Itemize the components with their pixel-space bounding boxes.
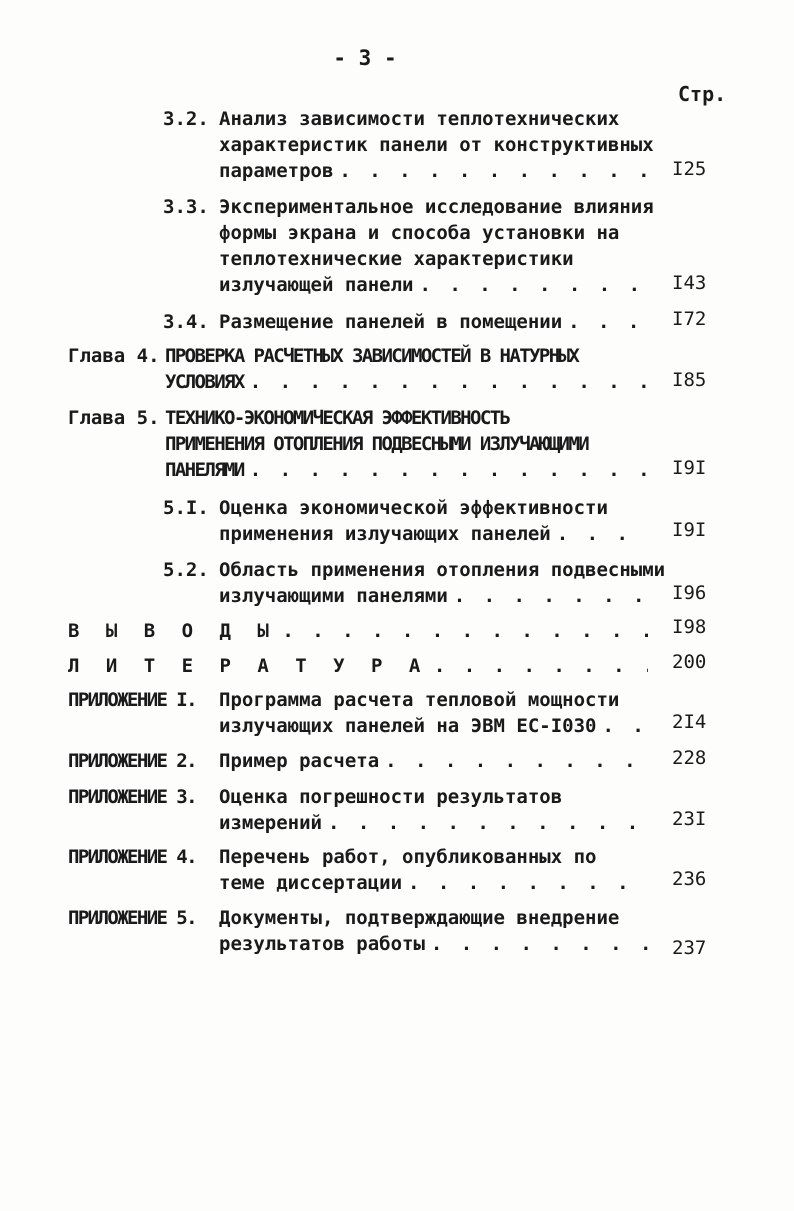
entry-label: Глава 4. — [68, 345, 160, 367]
dot-leader — [419, 274, 648, 296]
entry-label: 3.4. — [163, 311, 209, 333]
entry-line: Размещение панелей в помещении — [219, 311, 563, 333]
dot-leader — [339, 160, 648, 182]
entry-page: I96 — [672, 582, 707, 604]
entry-page: I9I — [672, 519, 707, 541]
entry-label: 5.I. — [163, 497, 209, 519]
entry-page: I25 — [672, 158, 707, 180]
entry-label: 3.3. — [163, 196, 209, 218]
entry-line: Анализ зависимости теплотехнических — [219, 108, 620, 130]
dot-leader — [431, 933, 648, 955]
entry-page: I43 — [672, 272, 707, 294]
entry-line: Оценка экономической эффективности — [219, 497, 608, 519]
entry-line: Оценка погрешности результатов — [219, 786, 563, 808]
entry-line: Область применения отопления подвесными — [219, 559, 666, 581]
entry-label: Глава 5. — [68, 407, 160, 429]
dot-leader — [603, 715, 649, 737]
entry-line: ПАНЕЛЯМИ — [165, 459, 244, 481]
dot-leader — [568, 311, 648, 333]
entry-line: Экспериментальное исследование влияния — [219, 196, 654, 218]
entry-line: УСЛОВИЯХ — [165, 371, 244, 393]
entry-label: 3.2. — [163, 108, 209, 130]
entry-page: I98 — [672, 616, 707, 638]
entry-line: измерений — [219, 812, 322, 834]
entry-page: I85 — [672, 369, 707, 391]
entry-line: ПРОВЕРКА РАСЧЕТНЫХ ЗАВИСИМОСТЕЙ В НАТУРНЫХ — [165, 345, 579, 367]
entry-line: излучающих панелей на ЭВМ ЕС-I030 — [219, 715, 597, 737]
entry-label: Л И Т Е Р А Т У Р А — [68, 655, 428, 677]
dot-leader — [282, 620, 648, 642]
page-number: - 3 - — [333, 46, 397, 70]
entry-line: Пример расчета — [219, 750, 380, 772]
entry-line: Перечень работ, опубликованных по — [219, 846, 597, 868]
entry-page: 236 — [672, 868, 707, 890]
entry-label: ПРИЛОЖЕНИЕ 4. — [68, 846, 196, 868]
entry-line: результатов работы — [219, 933, 425, 955]
entry-page: 237 — [672, 937, 707, 959]
dot-leader — [434, 655, 648, 677]
entry-label: ПРИЛОЖЕНИЕ 5. — [68, 907, 196, 929]
entry-page: 200 — [672, 651, 707, 673]
entry-line: формы экрана и способа установки на — [219, 222, 620, 244]
entry-line: применения излучающих панелей — [219, 523, 551, 545]
entry-line: теме диссертации — [219, 872, 403, 894]
dot-leader — [454, 585, 648, 607]
entry-line: Программа расчета тепловой мощности — [219, 689, 620, 711]
entry-label: ПРИЛОЖЕНИЕ 3. — [68, 786, 196, 808]
entry-line: излучающими панелями — [219, 585, 448, 607]
dot-leader — [385, 750, 648, 772]
entry-line: излучающей панели — [219, 274, 414, 296]
entry-line: ПРИМЕНЕНИЯ ОТОПЛЕНИЯ ПОДВЕСНЫМИ ИЗЛУЧАЮЩИМИ — [165, 433, 589, 455]
entry-page: 2I4 — [672, 711, 707, 733]
entry-page: I72 — [672, 308, 707, 330]
entry-line: Документы, подтверждающие внедрение — [219, 907, 620, 929]
entry-page: 228 — [672, 747, 707, 769]
entry-line: теплотехнические характеристики — [219, 248, 574, 270]
dot-leader — [250, 459, 648, 481]
entry-label: ПРИЛОЖЕНИЕ I. — [68, 689, 196, 711]
dot-leader — [557, 523, 648, 545]
entry-line: параметров — [219, 160, 334, 182]
entry-line: характеристик панели от конструктивных — [219, 134, 654, 156]
entry-line: ТЕХНИКО-ЭКОНОМИЧЕСКАЯ ЭФФЕКТИВНОСТЬ — [165, 407, 510, 429]
page-column-header: Стр. — [678, 82, 727, 106]
entry-page: 23I — [672, 808, 707, 830]
entry-label: В Ы В О Д Ы — [68, 620, 277, 642]
entry-label: 5.2. — [163, 559, 209, 581]
dot-leader — [408, 872, 648, 894]
dot-leader — [328, 812, 648, 834]
dot-leader — [250, 371, 648, 393]
entry-label: ПРИЛОЖЕНИЕ 2. — [68, 750, 196, 772]
entry-page: I9I — [672, 457, 707, 479]
